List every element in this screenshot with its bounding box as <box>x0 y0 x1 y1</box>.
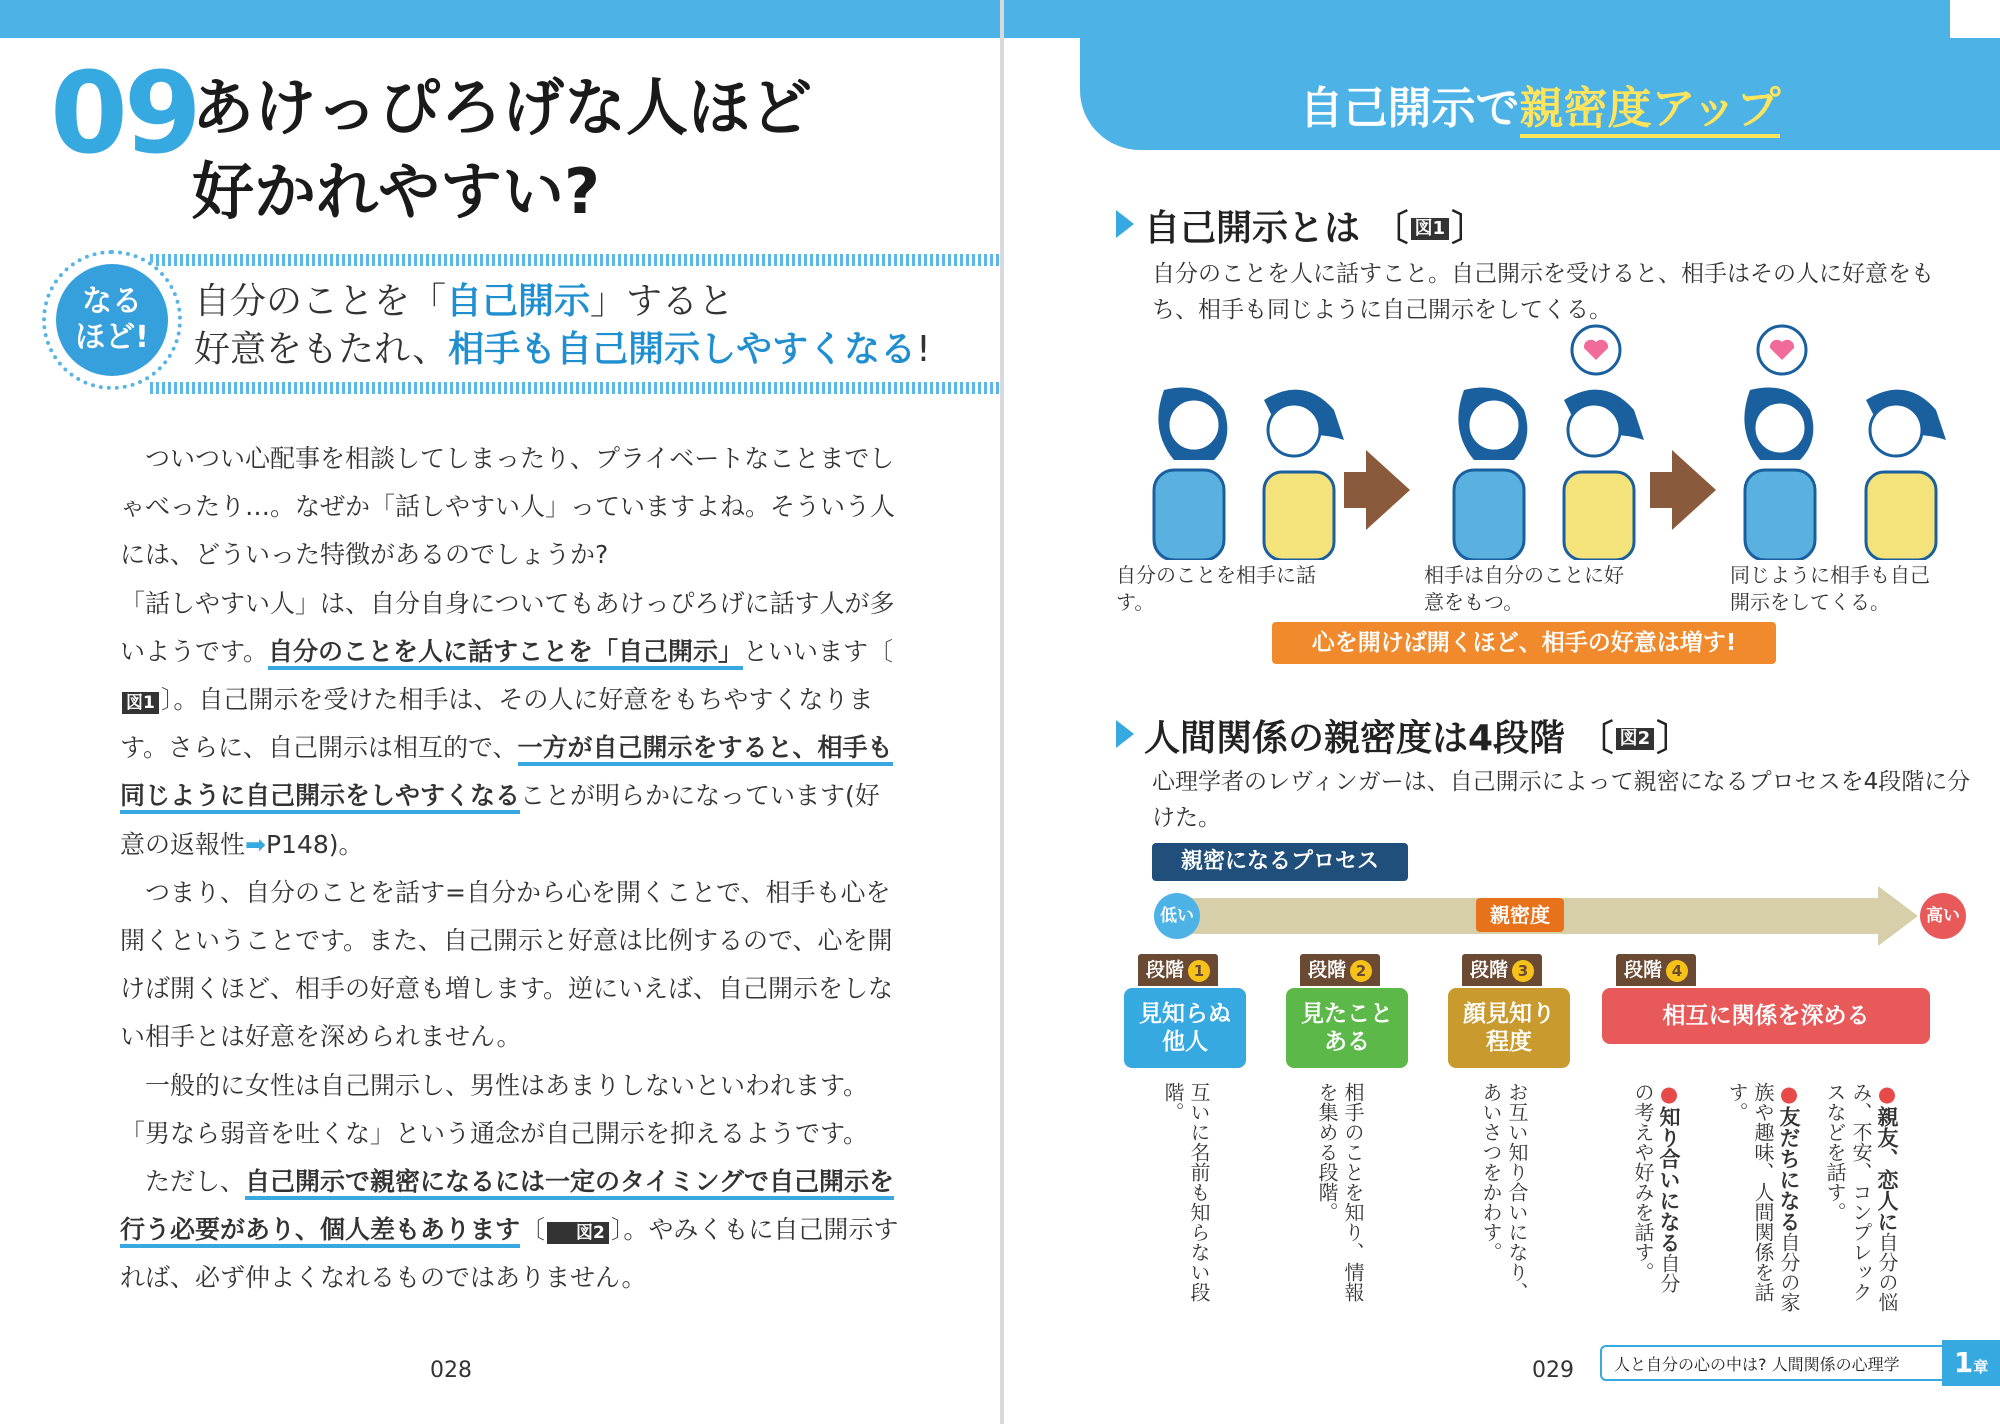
item-description: 自分の家族や趣味、人間関係を話す。 <box>1725 1082 1801 1312</box>
running-footer: 人と自分の心の中は? 人間関係の心理学 <box>1600 1345 1958 1381</box>
header-title-part: 自己開示で <box>1299 83 1520 134</box>
header-corner <box>1950 0 2000 38</box>
section-1-heading: 自己開示とは 〔 図1 〕 <box>1116 200 1487 251</box>
page-title <box>192 66 812 234</box>
header-title <box>1080 72 2000 136</box>
stage-4-item-3: ●親友、恋人に自分の悩み、不安、コンプレックスなどを話す。 <box>1823 1082 1899 1312</box>
summary-text <box>194 278 931 374</box>
section-2-title: 人間関係の親密度は4段階 <box>1144 718 1566 759</box>
paragraph-2: 「話しやすい人」は、自分自身についてもあけっぴろげに話す人が多いようです。自分のことを人に話すことを「自己開示」といいます〔図1 〕。自己開示を受けた相手は、その人に好意をもちやすくなります。さらに、自己開示は相互的で、一方が自己開示をすると、相手も同じように自己開示をしやすくなることが明らかになっています(好意の返報性➡P148)。 <box>120 588 895 859</box>
arrow-right-icon <box>1650 472 1674 508</box>
paragraph-5: ただし、自己開示で親密になるには一定のタイミングで自己開示を行う必要があり、個人差もあります〔 図2 〕。やみくもに自己開示すれば、必ず仲よくなれるものではありません。 <box>120 1167 899 1293</box>
section-2-body: 心理学者のレヴィンガーは、自己開示によって親密になるプロセスを4段階に分けた。 <box>1152 769 1971 831</box>
title-line-1: あけっぴろげな人ほど <box>192 71 813 144</box>
woman-talking-illustration <box>1424 380 1564 560</box>
low-label: 低い <box>1154 893 1200 939</box>
stage-name: 見知らぬ <box>1139 1001 1231 1027</box>
naruhodo-text-2: ほど! <box>75 320 149 355</box>
stage-tag-2 <box>1300 954 1380 986</box>
text-run: といいます <box>743 636 869 666</box>
text-run: 「話しやすい人」は、自分自身についてもあけっぴろげに話す人が多いようです。 <box>120 588 895 666</box>
stage-tag-1 <box>1138 954 1218 986</box>
high-label: 高い <box>1920 893 1966 939</box>
stage-4-item-1: ●知り合いになる自分の考えや好みを話す。 <box>1631 1082 1681 1293</box>
summary-text-part: 好意をもたれ、 <box>194 329 449 370</box>
arrow-right-icon <box>1878 886 1918 946</box>
stage-number: 2 <box>1350 960 1372 982</box>
process-label: 親密になるプロセス <box>1152 843 1408 881</box>
arrow-right-icon <box>1366 450 1410 530</box>
figure-ref[interactable]: 図2 <box>547 1222 609 1244</box>
underlined-text: 一方が自己開示をすると、相手も同じように自己開示をしやすくなる <box>120 733 893 814</box>
chapter-number: 1 <box>1953 1346 1974 1379</box>
stage-box-2 <box>1286 988 1408 1068</box>
stage-box-4 <box>1602 988 1930 1044</box>
summary-text-part: ! <box>916 329 931 370</box>
triangle-bullet-icon <box>1116 720 1134 748</box>
underlined-text: 自己開示で親密になるには一定のタイミングで自己開示を行う必要があり、個人差もあります <box>120 1167 894 1248</box>
paragraph-1: ついつい心配事を相談してしまったり、プライベートなことまでしゃべったり…。なぜか「話しやすい人」っていますよね。そういう人には、どういった特徴があるのでしょうか? <box>120 444 896 570</box>
summary-keyword: 自己開示 <box>446 281 591 322</box>
body-text <box>120 435 900 1303</box>
caption-1: 自分のことを相手に話す。 <box>1116 563 1316 614</box>
stage-name: ある <box>1324 1029 1370 1055</box>
figure-label: 図2 <box>1616 728 1655 750</box>
man-listening-illustration <box>1244 380 1364 560</box>
caption-3: 同じように相手も自己開示をしてくる。 <box>1730 563 1930 614</box>
triangle-bullet-icon <box>1116 210 1134 238</box>
section-1-body: 自分のことを人に話すこと。自己開示を受けると、相手はその人に好意をもち、相手も同じように自己開示をしてくる。 <box>1152 261 1934 323</box>
summary-text-part: 自分のことを「 <box>194 281 447 322</box>
paragraph-3: つまり、自分のことを話す=自分から心を開くことで、相手も心を開くということです。また、自己開示と好意は比例するので、心を開けば開くほど、相手の好意も増します。逆にいえば、自己開示をしない相手とは好意を深められません。 <box>120 877 894 1052</box>
stage-word: 段階 <box>1624 959 1663 981</box>
figure-ref[interactable]: 図1 <box>122 692 159 714</box>
section-number: 09 <box>50 49 198 179</box>
arrow-right-icon <box>1344 472 1368 508</box>
text-run: 。自己開示を受けた相手は、その人に好意をもちやすくなります。さらに、自己開示は相互的で、 <box>120 685 874 763</box>
item-description: 自分の悩み、不安、コンプレックスなどを話す。 <box>1823 1082 1899 1312</box>
item-heading: 親友、恋人に <box>1875 1106 1899 1232</box>
stage-word: 段階 <box>1308 959 1347 981</box>
item-description: 自分の考えや好みを話す。 <box>1631 1082 1681 1293</box>
stage-3-description: お互い知り合いになり、あいさつをかわす。 <box>1479 1082 1529 1302</box>
underlined-text: 自分のことを人に話すことを「自己開示」 <box>268 637 743 670</box>
header-box <box>1080 0 2000 150</box>
summary-text-part: 」すると <box>590 281 735 322</box>
section-1-title: 自己開示とは <box>1144 208 1361 249</box>
page-ref-link[interactable]: P148)。 <box>265 829 364 859</box>
stage-word: 段階 <box>1146 959 1185 981</box>
chapter-suffix: 章 <box>1973 1358 1989 1376</box>
paragraph-4: 一般的に女性は自己開示し、男性はあまりしないといわれます。「男なら弱音を吐くな」という通念が自己開示を抑えるようです。 <box>120 1070 869 1148</box>
stage-tag-3 <box>1462 954 1542 986</box>
text-run: ただし、 <box>145 1167 246 1197</box>
woman-talking-illustration <box>1124 380 1264 560</box>
stage-name: 程度 <box>1486 1029 1532 1055</box>
text-run: ことが明らかになっています(好意の返報性 <box>120 781 880 859</box>
stage-name: 相互に関係を深める <box>1662 1003 1870 1029</box>
man-talking-illustration <box>1846 380 1966 560</box>
man-with-heart-illustration <box>1544 320 1664 560</box>
summary-keyword: 相手も自己開示しやすくなる <box>448 329 917 370</box>
item-heading: 知り合いになる <box>1657 1106 1681 1253</box>
stripe-top <box>150 254 1000 266</box>
stage-box-1 <box>1124 988 1246 1068</box>
title-line-2: 好かれやすい? <box>192 155 600 228</box>
page-number: 029 <box>1532 1358 1574 1383</box>
intimacy-label: 親密度 <box>1476 898 1564 932</box>
stage-number: 4 <box>1666 960 1688 982</box>
chapter-badge <box>1942 1340 2000 1386</box>
key-message-banner: 心を開けば開くほど、相手の好意は増す! <box>1272 622 1776 664</box>
stage-name: 見たこと <box>1301 1001 1393 1027</box>
text-run: 。やみくもに自己開示すれば、必ず仲よくなれるものではありません。 <box>120 1215 899 1293</box>
stage-tag-4 <box>1616 954 1696 986</box>
stage-2-description: 相手のことを知り、情報を集める段階。 <box>1315 1082 1365 1302</box>
top-color-band <box>0 0 1000 38</box>
naruhodo-badge-inner <box>56 264 168 376</box>
woman-with-heart-illustration <box>1730 320 1850 560</box>
right-page <box>1004 0 2000 1424</box>
arrow-right-icon: ➡ <box>245 829 266 859</box>
stage-4-item-2: ●友だちになる自分の家族や趣味、人間関係を話す。 <box>1725 1082 1801 1312</box>
item-heading: 友だちになる <box>1777 1106 1801 1232</box>
header-highlight: 親密度アップ <box>1520 83 1781 138</box>
stage-1-description: 互いに名前も知らない段階。 <box>1161 1082 1211 1302</box>
stage-box-3 <box>1448 988 1570 1068</box>
stage-name: 他人 <box>1162 1029 1208 1055</box>
figure-label: 図1 <box>1411 218 1450 240</box>
naruhodo-text-1: なる <box>82 284 142 319</box>
naruhodo-badge <box>42 250 182 390</box>
stage-name: 顔見知り <box>1463 1001 1555 1027</box>
arrow-right-icon <box>1672 450 1716 530</box>
section-2-heading: 人間関係の親密度は4段階 〔 図2 〕 <box>1116 710 1692 761</box>
page-number: 028 <box>430 1358 472 1383</box>
stage-word: 段階 <box>1470 959 1509 981</box>
stripe-bottom <box>150 382 1000 394</box>
caption-2: 相手は自分のことに好意をもつ。 <box>1424 563 1624 614</box>
stage-number: 1 <box>1188 960 1210 982</box>
stage-number: 3 <box>1512 960 1534 982</box>
